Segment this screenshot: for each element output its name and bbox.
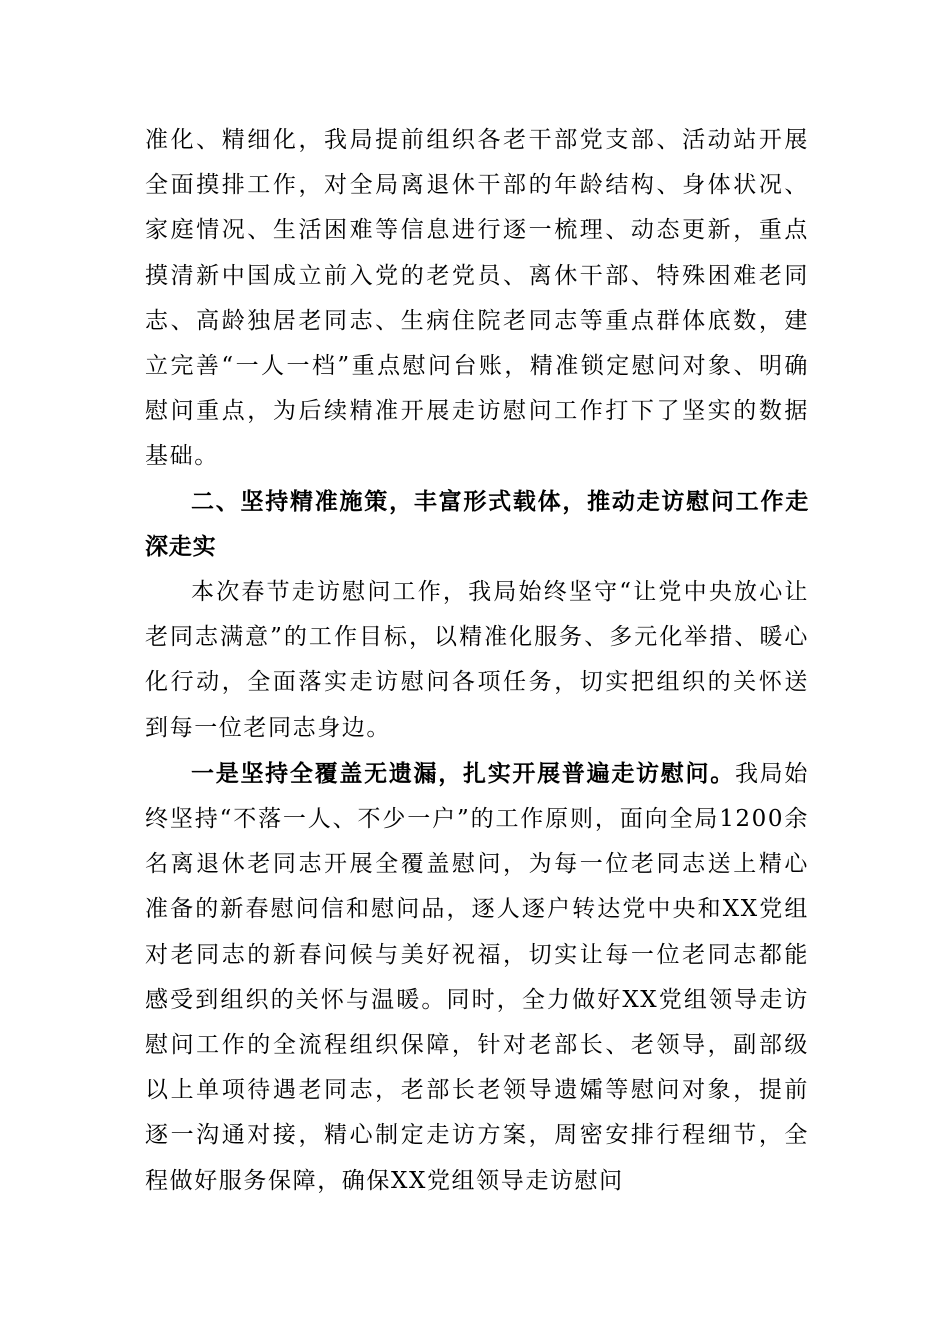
point-1-lead: 一是坚持全覆盖无遗漏，扎实开展普遍走访慰问。	[191, 759, 735, 787]
paragraph-intro	[145, 570, 809, 751]
paragraph-intro-text: 本次春节走访慰问工作，我局始终坚守“让党中央放心让老同志满意”的工作目标，以精准化服务、多元化举措、暖心化行动，全面落实走访慰问各项任务，切实把组织的关怀送到每一位老同志身边。	[145, 579, 809, 741]
point-1-body: 我局始终坚持“不落一人、不少一户”的工作原则，面向全局1200余名离退休老同志开展全覆盖慰问，为每一位老同志送上精心准备的新春慰问信和慰问品，逐人逐户转达党中央和XX党组对老同志的新春问候与美好祝福，切实让每一位老同志都能感受到组织的关怀与温暖。同时，全力做好XX党组领导走访慰问工作的全流程组织保障，针对老部长、老领导，副部级以上单项待遇老同志，老部长老领导遗孀等慰问对象，提前逐一沟通对接，精心制定走访方案，周密安排行程细节，全程做好服务保障，确保XX党组领导走访慰问	[145, 760, 809, 1194]
section-heading-2: 二、坚持精准施策，丰富形式载体，推动走访慰问工作走深走实	[145, 488, 809, 560]
paragraph-continued: 准化、精细化，我局提前组织各老干部党支部、活动站开展全面摸排工作，对全局离退休干部的年龄结构、身体状况、家庭情况、生活困难等信息进行逐一梳理、动态更新，重点摸清新中国成立前入党的老党员、离休干部、特殊困难老同志、高龄独居老同志、生病住院老同志等重点群体底数，建立完善“一人一档”重点慰问台账，精准锁定慰问对象、明确慰问重点，为后续精准开展走访慰问工作打下了坚实的数据基础。	[145, 127, 809, 470]
paragraph-point-1	[145, 751, 809, 1204]
document-page	[145, 118, 809, 1204]
